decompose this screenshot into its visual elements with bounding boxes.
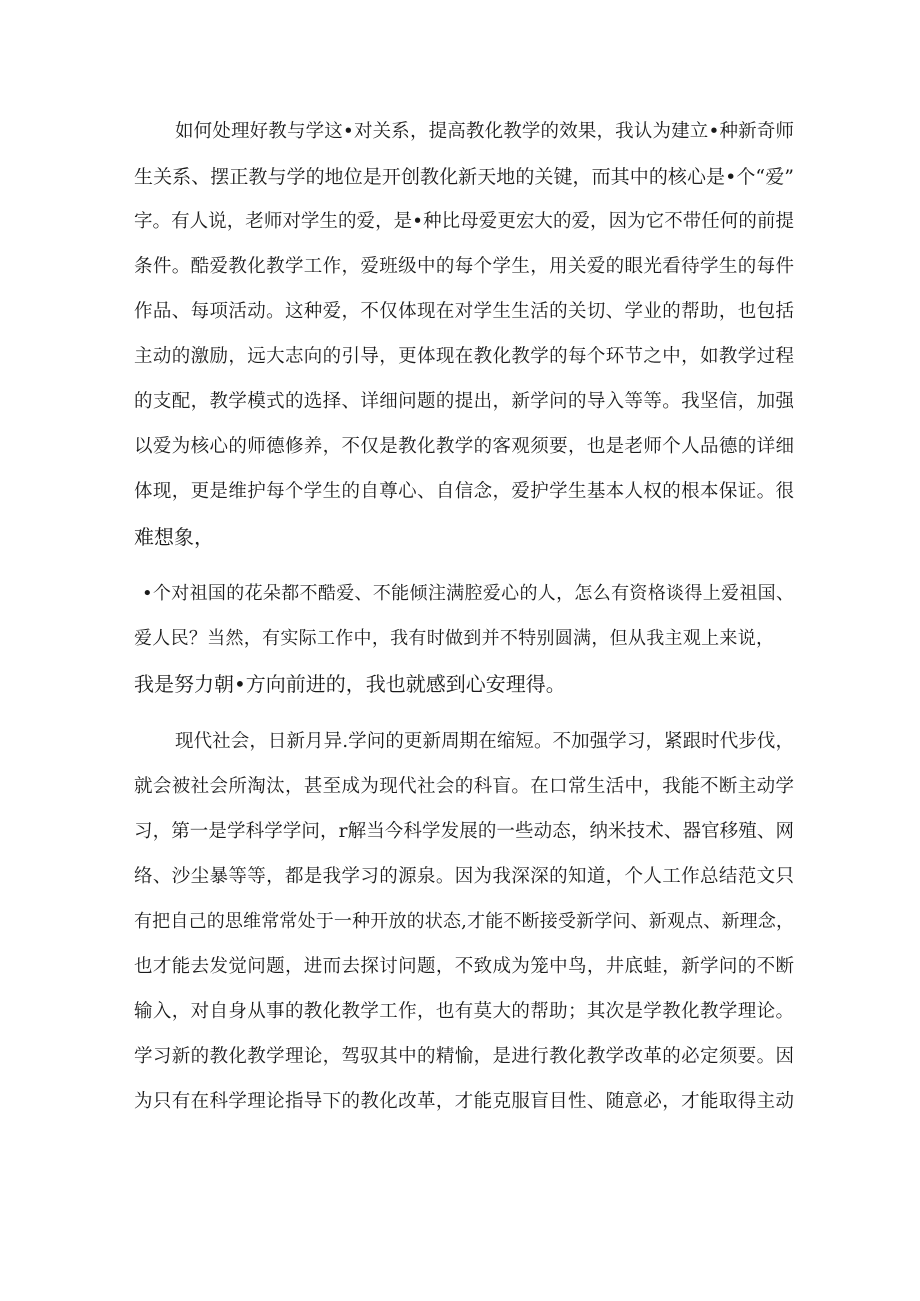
paragraph-1-line-7: 的支配，教学模式的选择、详细问题的提出，新学问的导入等等。我坚信，加强 — [134, 391, 794, 412]
paragraph-3-line-3: 习，第一是学科学学问，r解当今科学发展的一些动态，纳米技术、器官移殖、网 — [134, 821, 794, 842]
paragraph-2-line-2: 爱人民？当然，有实际工作中，我有时做到并不特别圆满，但从我主观上来说， — [134, 628, 774, 649]
paragraph-1-line-9: 体现，更是维护每个学生的自尊心、自信念，爱护学生基本人权的根本保证。很 — [134, 481, 794, 502]
paragraph-1-line-6: 主动的激励，远大志向的引导，更体现在教化教学的每个环节之中，如教学过程 — [134, 346, 794, 367]
paragraph-1-line-1: 如何处理好教与学这•对关系，提高教化教学的效果，我认为建立•种新奇师 — [175, 121, 794, 142]
paragraph-3-line-1: 现代社会，日新月异.学问的更新周期在缩短。不加强学习，紧跟时代步伐， — [175, 731, 794, 752]
paragraph-3-line-7: 输入，对自身从事的教化教学工作，也有莫大的帮助；其次是学教化教学理论。 — [134, 1001, 794, 1022]
paragraph-2-line-3: 我是努力朝•方向前进的，我也就感到心安理得。 — [134, 672, 566, 696]
paragraph-1-line-2: 生关系、摆正教与学的地位是开创教化新天地的关键，而其中的核心是•个“爱” — [134, 166, 794, 188]
paragraph-1-line-3: 字。有人说，老师对学生的爱，是•种比母爱更宏大的爱，因为它不带任何的前提 — [134, 211, 794, 232]
paragraph-3-line-5: 有把自己的思维常常处于一种开放的状态,才能不断接受新学问、新观点、新理念， — [134, 911, 794, 932]
paragraph-1-line-4: 条件。酷爱教化教学工作，爱班级中的每个学生，用关爱的眼光看待学生的每件 — [134, 256, 794, 277]
paragraph-3-line-4: 络、沙尘暴等等，都是我学习的源泉。因为我深深的知道，个人工作总结范文只 — [134, 866, 794, 887]
paragraph-3-line-8: 学习新的教化教学理论，驾驭其中的精愉，是进行教化教学改革的必定须要。因 — [134, 1046, 794, 1067]
paragraph-1-line-10: 难想象， — [134, 525, 214, 549]
paragraph-1-line-5: 作品、每项活动。这种爱，不仅体现在对学生生活的关切、学业的帮助，也包括 — [134, 301, 794, 322]
paragraph-3-line-6: 也才能去发觉问题，进而去探讨问题，不致成为笼中鸟，井底蛙，新学问的不断 — [134, 956, 794, 977]
paragraph-2-line-1: •个对祖国的花朵都不酷爱、不能倾注满腔爱心的人，怎么有资格谈得上爱祖国、 — [142, 583, 794, 604]
paragraph-1-line-8: 以爱为核心的师德修养，不仅是教化教学的客观须要，也是老师个人品德的详细 — [134, 436, 794, 457]
paragraph-3-line-2: 就会被社会所淘汰，甚至成为现代社会的科盲。在口常生活中，我能不断主动学 — [134, 776, 794, 797]
paragraph-3-line-9: 为只有在科学理论指导下的教化改革，才能克服盲目性、随意必，才能取得主动 — [134, 1091, 794, 1112]
